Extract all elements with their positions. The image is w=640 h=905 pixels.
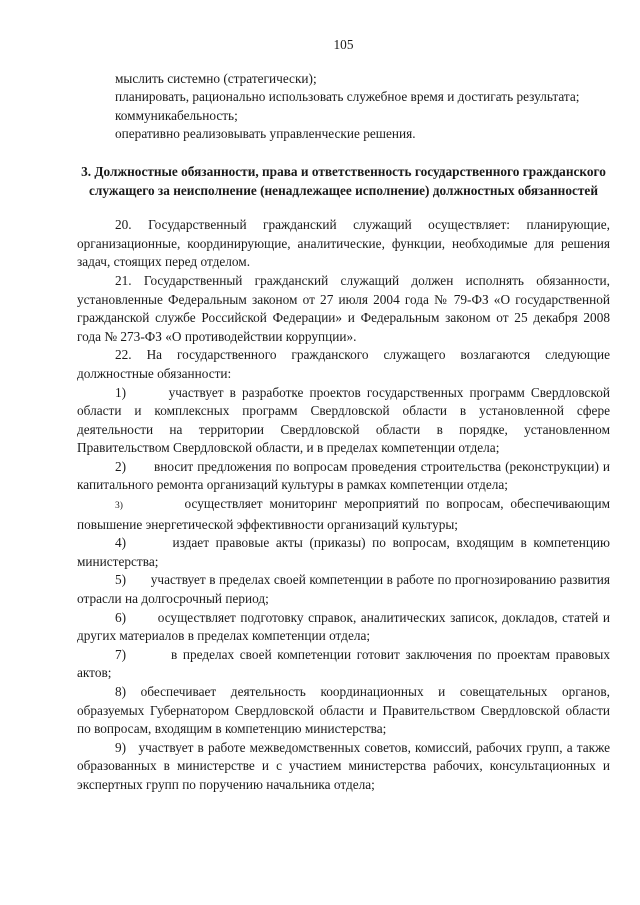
intro-item: мыслить системно (стратегически);	[115, 70, 317, 86]
duty-item	[77, 384, 610, 458]
duty-text: осуществляет подготовку справок, аналитических записок, докладов, статей и других материалов в пределах компетенции отдела;	[77, 609, 610, 644]
intro-item: коммуникабельность;	[115, 107, 238, 123]
duty-number: 2)	[115, 458, 127, 474]
duty-number: 3)	[115, 501, 123, 512]
duty-item	[77, 739, 610, 795]
duty-number: 7)	[115, 646, 127, 662]
paragraph-20: 20. Государственный гражданский служащий осуществляет: планирующие, организационные, координирующие, аналитические, функции, необходимые для решения задач, стоящих перед отделом.	[77, 217, 610, 270]
intro-item: планировать, рационально использовать служебное время и достигать результата;	[115, 89, 580, 105]
intro-item: оперативно реализовывать управленческие решения.	[115, 126, 416, 142]
duty-text: в пределах своей компетенции готовит заключения по проектам правовых актов;	[77, 646, 610, 681]
duty-number: 1)	[115, 384, 127, 400]
duty-item	[77, 683, 610, 739]
duty-text: участвует в разработке проектов государственных программ Свердловской области и комплексных программ Свердловской области в установленной сфере деятельности на территории Свердловской области в порядке, установленном Правительством Свердловской области, и в пределах компетенции отдела;	[77, 384, 610, 456]
duty-text: вносит предложения по вопросам проведения строительства (реконструкции) и капитального ремонта организаций культуры в рамках компетенции отдела;	[77, 458, 610, 493]
paragraph-22: 22. На государственного гражданского служащего возлагаются следующие должностные обязанности:	[77, 347, 610, 381]
duty-item	[77, 646, 610, 683]
document-page	[77, 36, 610, 795]
duty-text: участвует в работе межведомственных советов, комиссий, рабочих групп, а также образованных в министерстве и с участием министерства рабочих, консультационных и экспертных групп по поручению начальника отдела;	[77, 739, 610, 792]
duty-text: издает правовые акты (приказы) по вопросам, входящим в компетенцию министерства;	[77, 535, 610, 569]
duty-number: 6)	[115, 609, 127, 625]
duty-item	[77, 609, 610, 646]
paragraph-21: 21. Государственный гражданский служащий должен исполнять обязанности, установленные Федеральным законом от 27 июля 2004 года № 79-ФЗ «О государственной гражданской службе Российской Федерации» и Федеральным законом от 25 декабря 2008 года № 273-ФЗ «О противодействии коррупции».	[77, 272, 610, 344]
duty-text: осуществляет мониторинг мероприятий по вопросам, обеспечивающим повышение энергетической эффективности организаций культуры;	[77, 496, 610, 532]
duty-text: участвует в пределах своей компетенции в работе по прогнозированию развития отрасли на долгосрочный период;	[77, 572, 610, 607]
section-heading: 3. Должностные обязанности, права и ответственность государственного гражданского служащего за неисполнение (ненадлежащее исполнение) должностных обязанностей	[81, 163, 606, 198]
duty-number: 5)	[115, 572, 127, 588]
duty-item	[77, 571, 610, 608]
duty-text: обеспечивает деятельность координационных и совещательных органов, образуемых Губернатором Свердловской области и Правительством Свердловской области по вопросам, входящим в компетенцию министерства;	[77, 684, 610, 737]
duty-number: 8)	[115, 684, 127, 699]
duty-number: 9)	[115, 739, 127, 755]
page-number: 105	[333, 37, 354, 52]
duty-item	[77, 534, 610, 571]
duty-item	[77, 458, 610, 495]
duty-number: 4)	[115, 535, 127, 551]
duty-item	[77, 495, 610, 534]
